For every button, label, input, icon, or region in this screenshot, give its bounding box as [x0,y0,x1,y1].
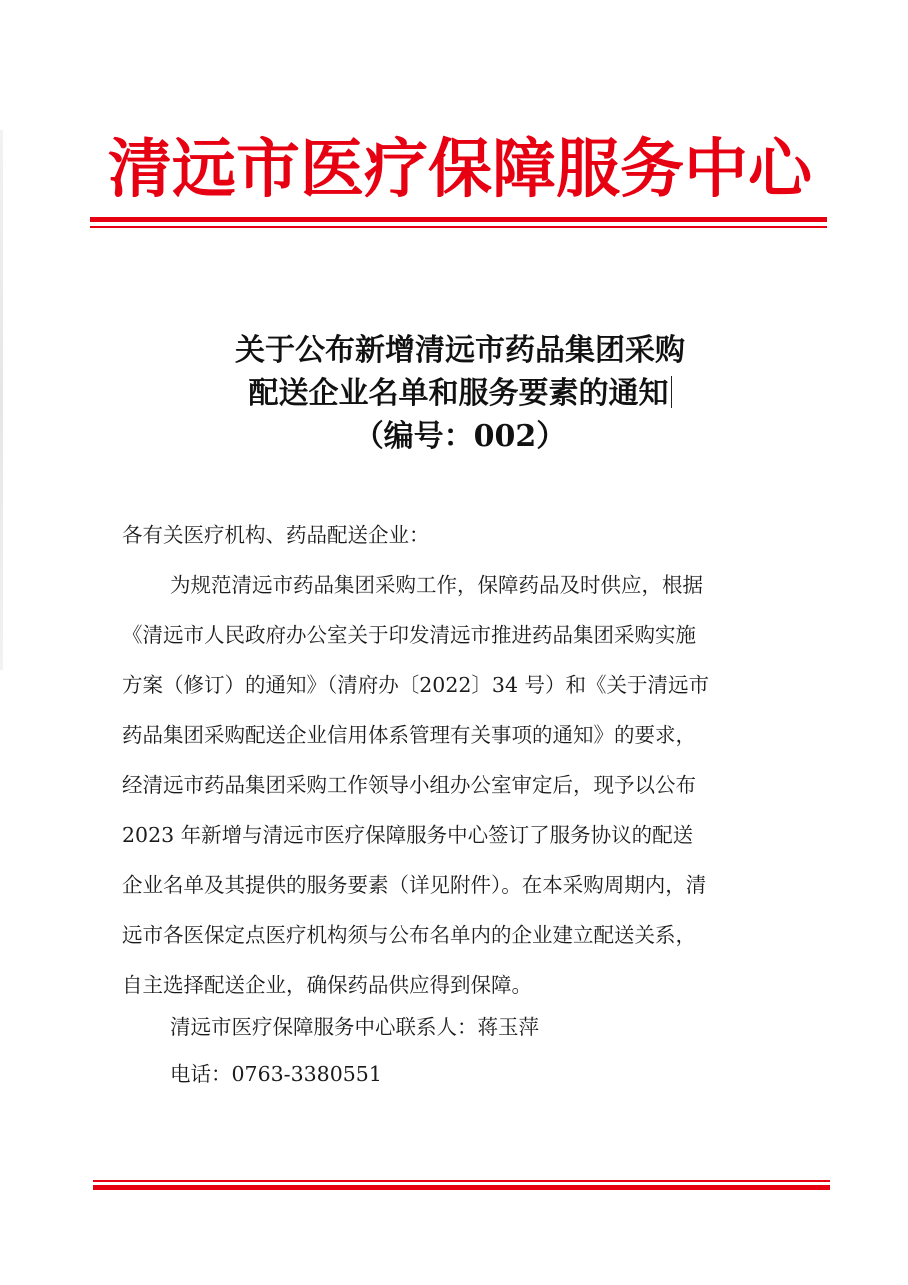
body-line: 《清远市人民政府办公室关于印发清远市推进药品集团采购实施 [122,623,696,647]
body-line: 为规范清远市药品集团采购工作，保障药品及时供应，根据 [170,573,703,597]
letterhead-rule-thick [90,217,827,222]
letterhead-rule-thin [90,226,827,228]
body-line: 方案（修订）的通知》（清府办〔2022〕34 号）和《关于清远市 [122,673,710,697]
document-number: （编号：002） [353,419,567,454]
body-paragraph [122,560,812,1010]
contact-phone: 电话：0763-3380551 [170,1062,382,1086]
document-title-line-2-text: 配送企业名单和服务要素的通知 [248,376,669,411]
body-line: 自主选择配送企业，确保药品供应得到保障。 [122,973,532,997]
salutation: 各有关医疗机构、药品配送企业： [122,523,430,547]
letterhead-title: 清远市医疗保障服务中心 [108,133,812,207]
document-title-line-2 [90,373,830,415]
footer-rule-thin [93,1180,830,1182]
document-title-line-1: 关于公布新增清远市药品集团采购 [235,333,685,368]
body-line: 药品集团采购配送企业信用体系管理有关事项的通知》的要求， [122,723,696,747]
body-line: 2023 年新增与清远市医疗保障服务中心签订了服务协议的配送 [122,823,694,847]
body-line: 远市各医保定点医疗机构须与公布名单内的企业建立配送关系， [122,923,696,947]
page-edge-shadow [0,130,3,670]
text-cursor [671,376,672,408]
body-line: 企业名单及其提供的服务要素（详见附件）。在本采购周期内，清 [122,873,707,897]
contact-person: 清远市医疗保障服务中心联系人：蒋玉萍 [170,1015,539,1039]
body-line: 经清远市药品集团采购工作领导小组办公室审定后，现予以公布 [122,773,696,797]
footer-rule-thick [93,1185,830,1190]
